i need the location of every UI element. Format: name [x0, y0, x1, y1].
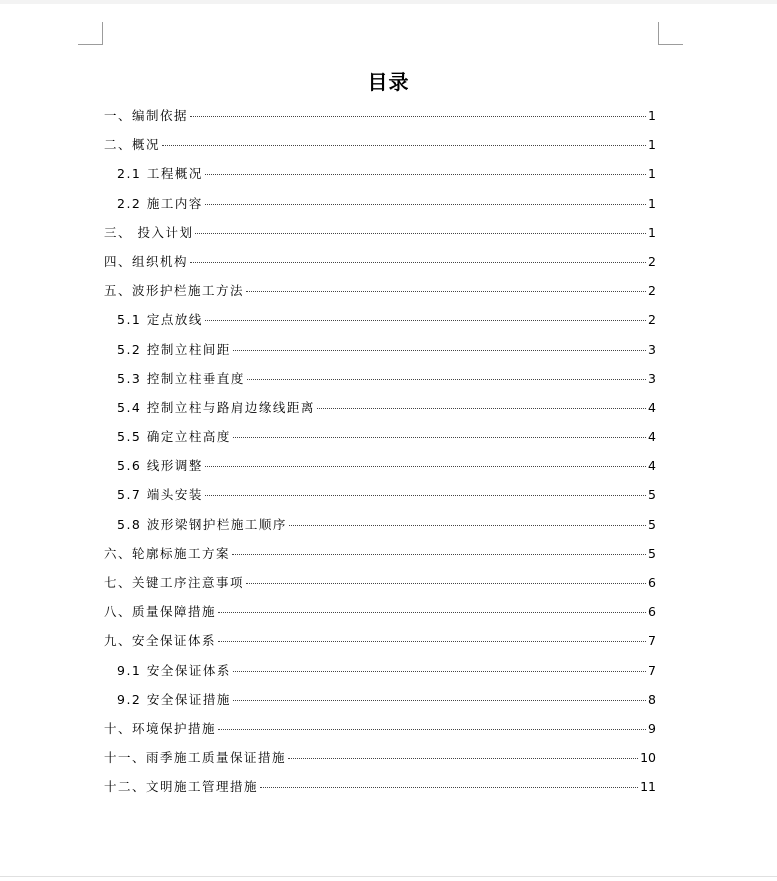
margin-corner-mark-left — [78, 22, 103, 45]
toc-dot-leader — [288, 758, 638, 759]
toc-entry-label: 9.2 安全保证措施 — [117, 691, 231, 707]
toc-dot-leader — [317, 408, 646, 409]
toc-entry-label: 5.6 线形调整 — [117, 458, 203, 474]
toc-dot-leader — [233, 671, 646, 672]
toc-entry-label: 2.1 工程概况 — [117, 166, 203, 182]
toc-entry-label: 一、编制依据 — [104, 108, 189, 123]
toc-dot-leader — [190, 262, 646, 263]
toc-dot-leader — [289, 525, 646, 526]
toc-entry[interactable] — [104, 746, 656, 775]
toc-entry[interactable] — [104, 542, 656, 571]
toc-dot-leader — [218, 641, 646, 642]
toc-entry-page-number: 7 — [648, 633, 656, 649]
toc-dot-leader — [205, 204, 646, 205]
toc-entry-label: 十二、文明施工管理措施 — [104, 779, 259, 795]
toc-entry-label: 七、关键工序注意事项 — [104, 575, 245, 590]
toc-entry[interactable] — [104, 454, 656, 483]
toc-entry[interactable] — [104, 279, 656, 308]
toc-entry-label: 二、概况 — [104, 137, 161, 153]
toc-entry-page-number: 1 — [648, 137, 656, 153]
toc-entry-label: 六、轮廓标施工方案 — [104, 545, 231, 561]
toc-entry-page-number: 2 — [648, 253, 656, 269]
toc-dot-leader — [246, 291, 646, 292]
toc-entry[interactable] — [104, 717, 656, 746]
toc-dot-leader — [190, 116, 646, 117]
toc-entry-label: 三、 投入计划 — [104, 224, 194, 240]
toc-title: 目录 — [367, 70, 410, 94]
toc-entry[interactable] — [104, 192, 656, 221]
toc-entry-page-number: 6 — [648, 575, 656, 590]
toc-entry-label: 5.1 定点放线 — [117, 312, 203, 328]
toc-entry[interactable] — [104, 629, 656, 658]
toc-dot-leader — [233, 350, 646, 351]
toc-dot-leader — [232, 554, 646, 555]
toc-entry[interactable] — [104, 571, 656, 600]
toc-entry-label: 2.2 施工内容 — [117, 195, 203, 211]
toc-entry-page-number: 1 — [648, 166, 656, 182]
toc-entry[interactable] — [104, 775, 656, 804]
toc-entry-label: 5.4 控制立柱与路肩边缘线距离 — [117, 399, 315, 415]
toc-dot-leader — [233, 437, 646, 438]
toc-entry[interactable] — [104, 308, 656, 337]
toc-entry-label: 九、安全保证体系 — [104, 633, 217, 649]
toc-dot-leader — [247, 379, 646, 380]
toc-entry-label: 五、波形护栏施工方法 — [104, 283, 245, 299]
toc-entry-page-number: 1 — [648, 224, 656, 240]
toc-entry[interactable] — [104, 425, 656, 454]
toc-entry-page-number: 2 — [648, 283, 656, 299]
toc-entry-label: 5.7 端头安装 — [117, 487, 203, 503]
toc-entry[interactable] — [104, 221, 656, 250]
toc-entry-label: 9.1 安全保证体系 — [117, 662, 231, 678]
table-of-contents — [104, 104, 656, 805]
toc-entry[interactable] — [104, 396, 656, 425]
toc-entry-page-number: 1 — [648, 195, 656, 211]
toc-entry-label: 5.8 波形梁钢护栏施工顺序 — [117, 516, 287, 532]
toc-dot-leader — [260, 787, 638, 788]
toc-entry-page-number: 3 — [648, 370, 656, 386]
toc-entry-label: 十、环境保护措施 — [104, 720, 217, 736]
toc-entry[interactable] — [104, 250, 656, 279]
toc-entry-page-number: 7 — [648, 662, 656, 678]
toc-entry[interactable] — [104, 367, 656, 396]
toc-entry-page-number: 4 — [648, 399, 656, 415]
toc-entry[interactable] — [104, 513, 656, 542]
toc-entry[interactable] — [104, 659, 656, 688]
toc-entry[interactable] — [104, 104, 656, 133]
toc-dot-leader — [233, 700, 646, 701]
toc-entry-page-number: 4 — [648, 458, 656, 474]
toc-entry-page-number: 8 — [648, 691, 656, 707]
toc-entry-label: 5.5 确定立柱高度 — [117, 429, 231, 445]
toc-dot-leader — [205, 495, 646, 496]
toc-entry-page-number: 1 — [648, 108, 656, 123]
toc-entry[interactable] — [104, 483, 656, 512]
toc-entry-page-number: 10 — [640, 750, 656, 766]
toc-entry-page-number: 2 — [648, 312, 656, 328]
toc-entry-label: 十一、雨季施工质量保证措施 — [104, 750, 287, 766]
toc-entry-label: 四、组织机构 — [104, 253, 189, 269]
toc-dot-leader — [246, 583, 646, 584]
toc-dot-leader — [218, 729, 646, 730]
toc-entry-label: 5.2 控制立柱间距 — [117, 341, 231, 357]
toc-entry-page-number: 5 — [648, 545, 656, 561]
toc-entry-page-number: 5 — [648, 487, 656, 503]
margin-corner-mark-right — [658, 22, 683, 45]
toc-dot-leader — [205, 466, 646, 467]
toc-entry[interactable] — [104, 600, 656, 629]
toc-entry[interactable] — [104, 133, 656, 162]
toc-entry-label: 八、质量保障措施 — [104, 604, 217, 620]
toc-entry[interactable] — [104, 688, 656, 717]
page-bottom-edge — [0, 876, 777, 877]
toc-entry-page-number: 6 — [648, 604, 656, 620]
toc-entry[interactable] — [104, 162, 656, 191]
toc-dot-leader — [205, 320, 646, 321]
toc-entry-page-number: 3 — [648, 341, 656, 357]
toc-dot-leader — [162, 145, 646, 146]
toc-dot-leader — [218, 612, 646, 613]
toc-entry-page-number: 4 — [648, 429, 656, 445]
toc-entry-page-number: 9 — [648, 720, 656, 736]
toc-entry-page-number: 5 — [648, 516, 656, 532]
header-strip — [0, 0, 777, 4]
toc-dot-leader — [195, 233, 646, 234]
toc-entry-page-number: 11 — [640, 779, 656, 795]
toc-entry-label: 5.3 控制立柱垂直度 — [117, 370, 245, 386]
toc-dot-leader — [205, 174, 646, 175]
toc-entry[interactable] — [104, 338, 656, 367]
